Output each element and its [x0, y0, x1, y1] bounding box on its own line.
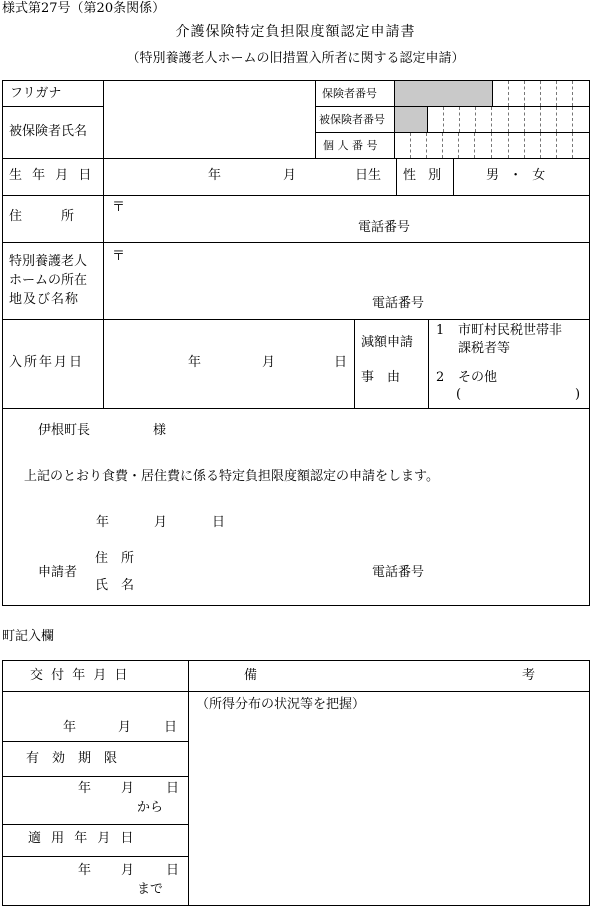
issue-year: 年 [63, 720, 77, 735]
apply-until: まで [137, 882, 164, 897]
reason-label: 事 由 [361, 370, 401, 385]
valid-from: から [137, 800, 164, 815]
applicant-name-label: 氏 名 [95, 578, 135, 593]
furigana-label: フリガナ [10, 86, 62, 101]
facility-label-line2: ホームの所在 [9, 273, 88, 288]
declaration-statement: 上記のとおり食費・居住費に係る特定負担限度額認定の申請をします。 [24, 469, 439, 484]
reason-option2-paren-open: ( [456, 387, 462, 402]
postal-mark: 〒 [112, 200, 126, 215]
remarks-label: 備 [244, 668, 258, 683]
office-section-title: 町記入欄 [2, 629, 55, 644]
declaration-year: 年 [96, 515, 110, 530]
honorific: 様 [153, 423, 167, 438]
issue-month: 月 [118, 720, 132, 735]
reason-option2-text: その他 [458, 370, 498, 385]
reason-option2-num: 2 [436, 370, 445, 385]
form-number: 様式第27号（第20条関係） [2, 1, 166, 16]
admission-year: 年 [188, 355, 202, 370]
apply-year: 年 [78, 863, 92, 878]
reason-option1-line1: 市町村民税世帯非 [458, 323, 563, 338]
form-title: 介護保険特定負担限度額認定申請書 [175, 24, 416, 40]
form-subtitle: （特別養護老人ホームの旧措置入所者に関する認定申請） [126, 51, 465, 66]
facility-label-line1: 特別養護老人 [9, 254, 88, 269]
admission-label: 入所年月日 [9, 355, 85, 370]
gender-options: 男 ・ 女 [486, 168, 549, 183]
insured-name-label: 被保険者氏名 [9, 124, 88, 139]
insurer-number-shade [395, 81, 492, 106]
valid-month: 月 [121, 781, 135, 796]
apply-day: 日 [166, 863, 180, 878]
apply-date-label: 適 用 年 月 日 [28, 831, 137, 846]
addressee: 伊根町長 [38, 423, 91, 438]
personal-number-label: 個 人 番 号 [323, 139, 378, 152]
remarks-label-end: 考 [522, 668, 536, 683]
valid-day: 日 [166, 781, 180, 796]
facility-postal-mark: 〒 [112, 249, 126, 264]
validity-label: 有 効 期 限 [26, 751, 118, 766]
insurer-number-label: 保険者番号 [322, 87, 377, 100]
applicant-address-label: 住 所 [95, 551, 135, 566]
birthdate-year: 年 [208, 168, 222, 183]
address-phone-label: 電話番号 [358, 220, 411, 235]
reason-option1-line2: 課税者等 [458, 341, 511, 356]
issue-day: 日 [164, 720, 178, 735]
insured-number-shade [395, 107, 427, 132]
facility-phone-label: 電話番号 [372, 296, 425, 311]
birthdate-month: 月 [283, 168, 297, 183]
admission-day: 日 [334, 355, 348, 370]
reduction-label: 減額申請 [361, 335, 414, 350]
address-label: 住 所 [9, 209, 75, 224]
birthdate-day: 日生 [355, 168, 382, 183]
declaration-day: 日 [212, 515, 226, 530]
facility-label-line3: 地及び名称 [9, 292, 80, 307]
applicant-label: 申請者 [38, 565, 78, 580]
remarks-note: （所得分布の状況等を把握） [196, 697, 366, 712]
valid-year: 年 [78, 781, 92, 796]
insured-number-label: 被保険者番号 [319, 113, 385, 126]
declaration-month: 月 [154, 515, 168, 530]
admission-month: 月 [262, 355, 276, 370]
issue-date-label: 交 付 年 月 日 [30, 668, 130, 683]
gender-label: 性 別 [403, 168, 446, 183]
birthdate-label: 生 年 月 日 [9, 168, 95, 183]
apply-month: 月 [121, 863, 135, 878]
applicant-phone-label: 電話番号 [372, 565, 425, 580]
reason-option1-num: 1 [436, 323, 445, 338]
reason-option2-paren-close: ) [575, 387, 581, 402]
